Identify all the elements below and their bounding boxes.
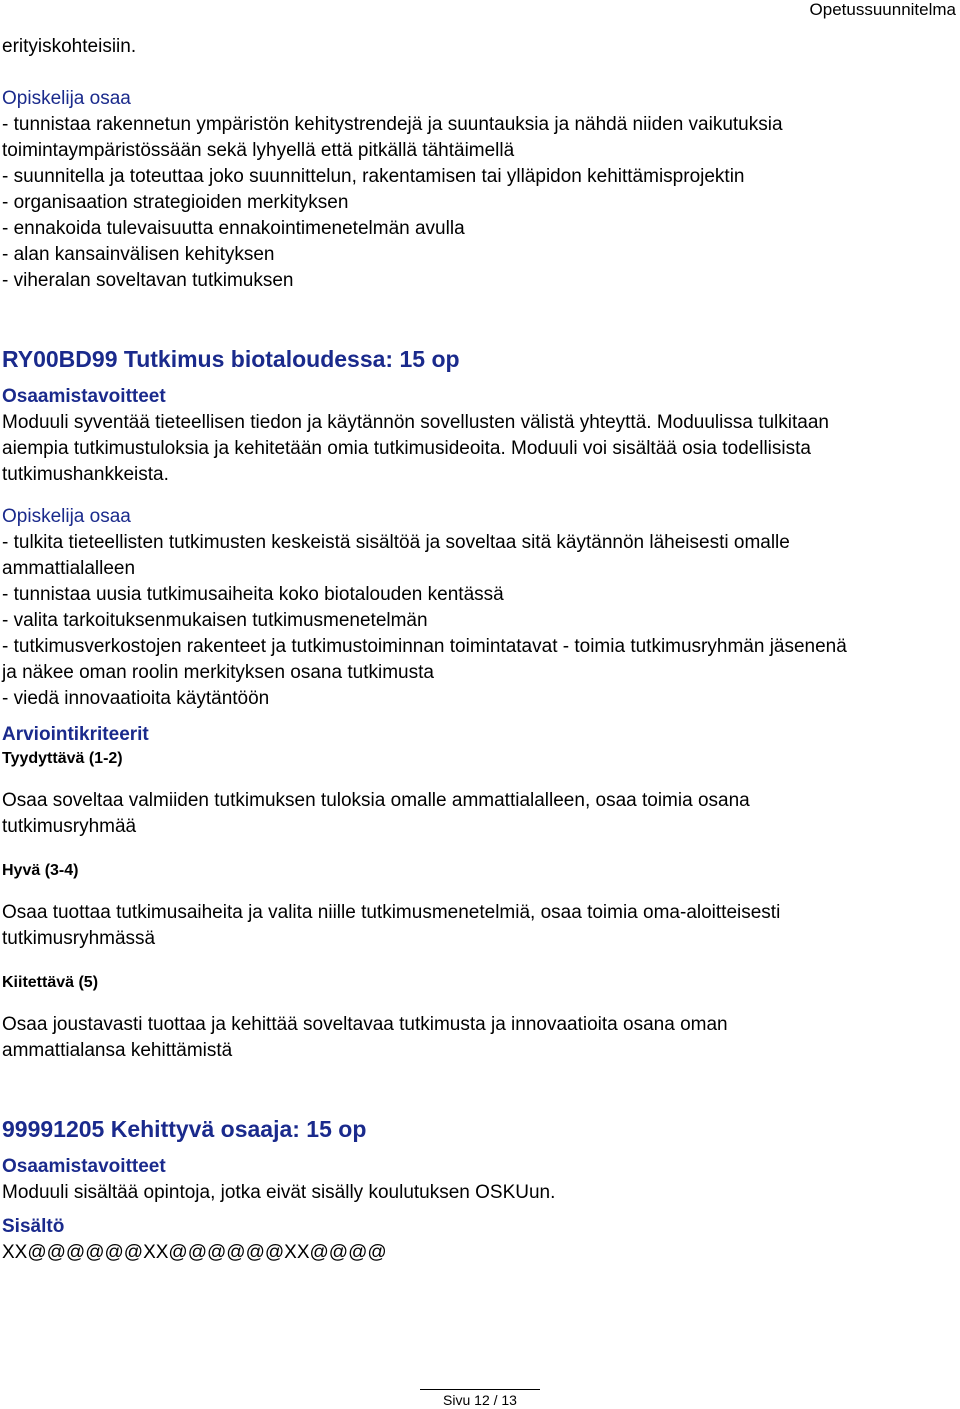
student-label: Opiskelija osaa	[2, 506, 131, 527]
footer-divider	[420, 1389, 540, 1390]
spacer	[2, 952, 952, 972]
spacer	[2, 60, 952, 86]
description-line: Moduuli syventää tieteellisen tiedon ja käytännön sovellusten välistä yhteyttä. Moduulissa tulkitaan	[2, 412, 829, 433]
criteria-heading: Arviointikriteerit	[2, 724, 149, 745]
list-item: ammattialalleen	[2, 558, 136, 579]
criteria-text: ammattialansa kehittämistä	[2, 1040, 233, 1061]
module-title: RY00BD99 Tutkimus biotaloudessa: 15 op	[2, 346, 460, 372]
criteria-text: Osaa joustavasti tuottaa ja kehittää soveltavaa tutkimusta ja innovaatioita osana oman	[2, 1014, 728, 1035]
list-item: - alan kansainvälisen kehityksen	[2, 244, 275, 265]
spacer	[2, 770, 952, 788]
spacer	[2, 294, 952, 344]
spacer	[2, 840, 952, 860]
description-line: tutkimushankkeista.	[2, 464, 169, 485]
module-description	[2, 410, 952, 488]
spacer	[2, 712, 952, 722]
grade-heading: Hyvä (3-4)	[2, 862, 79, 879]
list-item: - viedä innovaatioita käytäntöön	[2, 688, 270, 709]
description-line: aiempia tutkimustuloksia ja kehitetään omia tutkimusideoita. Moduuli voi sisältää osia todellisista	[2, 438, 811, 459]
page-number: Sivu 12 / 13	[443, 1392, 517, 1408]
list-item: - viheralan soveltavan tutkimuksen	[2, 270, 294, 291]
criteria-text: tutkimusryhmässä	[2, 928, 156, 949]
list-item: toimintaympäristössään sekä lyhyellä että pitkällä tähtäimellä	[2, 140, 515, 161]
list-item: - tulkita tieteellisten tutkimusten keskeistä sisältöä ja soveltaa sitä käytännön läheisesti omalle	[2, 532, 790, 553]
continuation-text: erityiskohteisiin.	[2, 36, 137, 57]
list-item: ja näkee oman roolin merkityksen osana tutkimusta	[2, 662, 434, 683]
list-item: - tunnistaa rakennetun ympäristön kehitystrendejä ja suuntauksia ja nähdä niiden vaikutuksia	[2, 114, 783, 135]
grade-heading: Tyydyttävä (1-2)	[2, 750, 123, 767]
content-heading: Sisältö	[2, 1216, 65, 1237]
spacer	[2, 1144, 952, 1154]
list-item: - tunnistaa uusia tutkimusaiheita koko biotalouden kentässä	[2, 584, 504, 605]
list-item: - ennakoida tulevaisuutta ennakointimenetelmän avulla	[2, 218, 465, 239]
spacer	[2, 1206, 952, 1214]
spacer	[2, 994, 952, 1012]
criteria-text: tutkimusryhmää	[2, 816, 137, 837]
objectives-heading: Osaamistavoitteet	[2, 386, 166, 407]
module-title: 99991205 Kehittyvä osaaja: 15 op	[2, 1116, 367, 1142]
module-objectives-list	[2, 530, 952, 712]
spacer	[2, 374, 952, 384]
module-content: XX@@@@@@XX@@@@@@XX@@@@	[2, 1242, 387, 1263]
document-title: Opetussuunnitelma	[809, 0, 956, 19]
student-label: Opiskelija osaa	[2, 88, 131, 109]
list-item: - valita tarkoituksenmukaisen tutkimusmenetelmän	[2, 610, 428, 631]
criteria-text: Osaa soveltaa valmiiden tutkimuksen tuloksia omalle ammattialalleen, osaa toimia osana	[2, 790, 750, 811]
list-item: - suunnitella ja toteuttaa joko suunnittelun, rakentamisen tai ylläpidon kehittämisprojektin	[2, 166, 745, 187]
page-content	[2, 34, 952, 1266]
spacer	[2, 488, 952, 504]
grade-heading: Kiitettävä (5)	[2, 974, 99, 991]
list-item: - tutkimusverkostojen rakenteet ja tutkimustoiminnan toimintatavat - toimia tutkimusryhmän jäsenenä	[2, 636, 847, 657]
module-description: Moduuli sisältää opintoja, jotka eivät sisälly koulutuksen OSKUun.	[2, 1182, 556, 1203]
criteria-text: Osaa tuottaa tutkimusaiheita ja valita niille tutkimusmenetelmiä, osaa toimia oma-aloitteisesti	[2, 902, 781, 923]
list-item: - organisaation strategioiden merkityksen	[2, 192, 349, 213]
spacer	[2, 882, 952, 900]
objectives-heading: Osaamistavoitteet	[2, 1156, 166, 1177]
prev-objectives-list	[2, 112, 952, 294]
spacer	[2, 1064, 952, 1114]
